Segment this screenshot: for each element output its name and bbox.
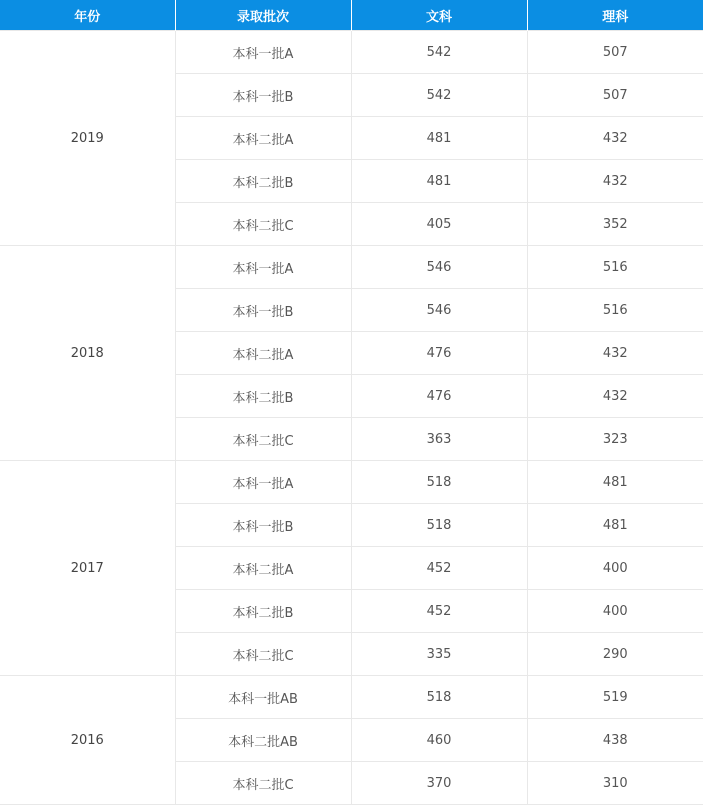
batch-cell: 本科一批A <box>175 461 351 504</box>
like-score-cell: 352 <box>527 203 703 246</box>
batch-cell: 本科二批A <box>175 332 351 375</box>
like-score-cell: 438 <box>527 719 703 762</box>
wenke-score-cell: 452 <box>351 547 527 590</box>
batch-cell: 本科二批AB <box>175 719 351 762</box>
like-score-cell: 432 <box>527 375 703 418</box>
like-score-cell: 519 <box>527 676 703 719</box>
like-score-cell: 323 <box>527 418 703 461</box>
like-score-cell: 481 <box>527 461 703 504</box>
batch-cell: 本科二批A <box>175 547 351 590</box>
like-score-cell: 507 <box>527 74 703 117</box>
header-like: 理科 <box>527 0 703 31</box>
wenke-score-cell: 481 <box>351 117 527 160</box>
batch-cell: 本科二批B <box>175 160 351 203</box>
batch-cell: 本科一批A <box>175 31 351 74</box>
batch-cell: 本科二批B <box>175 375 351 418</box>
wenke-score-cell: 542 <box>351 31 527 74</box>
like-score-cell: 310 <box>527 762 703 805</box>
wenke-score-cell: 518 <box>351 676 527 719</box>
like-score-cell: 516 <box>527 289 703 332</box>
year-cell: 2017 <box>0 461 175 676</box>
table-body <box>0 31 703 805</box>
batch-cell: 本科二批B <box>175 590 351 633</box>
like-score-cell: 400 <box>527 590 703 633</box>
like-score-cell: 432 <box>527 117 703 160</box>
wenke-score-cell: 518 <box>351 504 527 547</box>
header-batch: 录取批次 <box>175 0 351 31</box>
header-wenke: 文科 <box>351 0 527 31</box>
wenke-score-cell: 460 <box>351 719 527 762</box>
table-row <box>0 461 703 504</box>
wenke-score-cell: 481 <box>351 160 527 203</box>
year-cell: 2016 <box>0 676 175 805</box>
wenke-score-cell: 476 <box>351 332 527 375</box>
batch-cell: 本科二批C <box>175 203 351 246</box>
header-year: 年份 <box>0 0 175 31</box>
batch-cell: 本科二批C <box>175 633 351 676</box>
like-score-cell: 516 <box>527 246 703 289</box>
batch-cell: 本科二批C <box>175 762 351 805</box>
wenke-score-cell: 518 <box>351 461 527 504</box>
like-score-cell: 290 <box>527 633 703 676</box>
like-score-cell: 432 <box>527 160 703 203</box>
batch-cell: 本科一批B <box>175 504 351 547</box>
wenke-score-cell: 542 <box>351 74 527 117</box>
batch-cell: 本科一批AB <box>175 676 351 719</box>
like-score-cell: 400 <box>527 547 703 590</box>
table-row <box>0 246 703 289</box>
wenke-score-cell: 546 <box>351 289 527 332</box>
wenke-score-cell: 405 <box>351 203 527 246</box>
table-header <box>0 0 703 31</box>
wenke-score-cell: 546 <box>351 246 527 289</box>
wenke-score-cell: 363 <box>351 418 527 461</box>
like-score-cell: 481 <box>527 504 703 547</box>
like-score-cell: 507 <box>527 31 703 74</box>
table-row <box>0 676 703 719</box>
header-row <box>0 0 703 31</box>
wenke-score-cell: 452 <box>351 590 527 633</box>
year-cell: 2019 <box>0 31 175 246</box>
wenke-score-cell: 335 <box>351 633 527 676</box>
table-row <box>0 31 703 74</box>
year-cell: 2018 <box>0 246 175 461</box>
batch-cell: 本科一批B <box>175 74 351 117</box>
wenke-score-cell: 370 <box>351 762 527 805</box>
batch-cell: 本科二批A <box>175 117 351 160</box>
like-score-cell: 432 <box>527 332 703 375</box>
wenke-score-cell: 476 <box>351 375 527 418</box>
batch-cell: 本科一批A <box>175 246 351 289</box>
batch-cell: 本科二批C <box>175 418 351 461</box>
batch-cell: 本科一批B <box>175 289 351 332</box>
